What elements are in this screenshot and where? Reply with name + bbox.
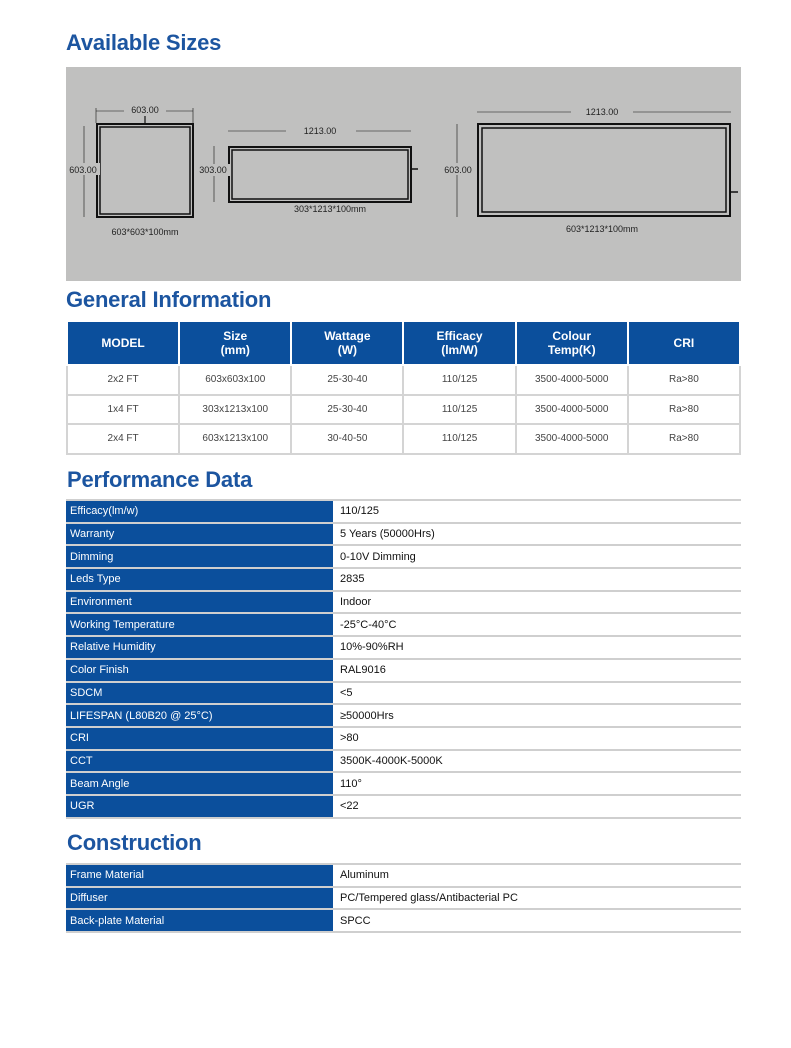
spec-row — [66, 523, 741, 546]
header-line: (mm) — [220, 343, 250, 357]
spec-label: Color Finish — [66, 659, 333, 682]
spec-value: 2835 — [333, 568, 741, 591]
spec-row — [66, 545, 741, 568]
section-title-construction: Construction — [67, 830, 202, 855]
caption: 303*1213*100mm — [293, 204, 367, 214]
caption: 603*603*100mm — [111, 227, 179, 237]
spec-label: Diffuser — [66, 887, 333, 910]
header-line: Temp(K) — [547, 343, 596, 357]
spec-label: Frame Material — [66, 864, 333, 887]
drawing-2x2 — [66, 105, 193, 237]
column-header — [67, 322, 179, 365]
table-cell: 3500-4000-5000 — [516, 424, 628, 454]
table-cell: Ra>80 — [628, 395, 740, 425]
spec-row — [66, 659, 741, 682]
performance-table — [66, 499, 741, 819]
spec-value: Aluminum — [333, 864, 741, 887]
table-cell: 110/125 — [403, 395, 515, 425]
table-cell: Ra>80 — [628, 365, 740, 395]
column-header — [628, 322, 740, 365]
spec-row — [66, 613, 741, 636]
spec-value: SPCC — [333, 909, 741, 932]
spec-value: RAL9016 — [333, 659, 741, 682]
header-line: Colour — [552, 329, 592, 343]
spec-row — [66, 887, 741, 910]
spec-value: <5 — [333, 682, 741, 705]
spec-value: 110° — [333, 772, 741, 795]
spec-row — [66, 795, 741, 818]
svg-text:603.00: 603.00 — [444, 165, 472, 175]
spec-value: 110/125 — [333, 500, 741, 523]
general-info-table — [66, 322, 741, 455]
spec-row — [66, 591, 741, 614]
table-cell: Ra>80 — [628, 424, 740, 454]
spec-value: 0-10V Dimming — [333, 545, 741, 568]
spec-row — [66, 909, 741, 932]
table-row — [67, 424, 740, 454]
spec-value: 3500K-4000K-5000K — [333, 750, 741, 773]
spec-label: Working Temperature — [66, 613, 333, 636]
table-cell: 110/125 — [403, 424, 515, 454]
sizes-drawing-panel — [66, 67, 741, 281]
header-line: CRI — [673, 336, 695, 350]
table-cell: 603x1213x100 — [179, 424, 291, 454]
spec-row — [66, 682, 741, 705]
column-header — [291, 322, 403, 365]
spec-value: -25°C-40°C — [333, 613, 741, 636]
header-line: (W) — [337, 343, 358, 357]
table-cell: 110/125 — [403, 365, 515, 395]
section-title-available-sizes: Available Sizes — [66, 30, 222, 55]
spec-row — [66, 750, 741, 773]
svg-text:603.00: 603.00 — [69, 165, 97, 175]
section-title-general-information: General Information — [66, 287, 272, 312]
column-header — [179, 322, 291, 365]
spec-label: CCT — [66, 750, 333, 773]
spec-label: Back-plate Material — [66, 909, 333, 932]
spec-row — [66, 704, 741, 727]
header-line: Wattage — [324, 329, 371, 343]
svg-text:1213.00: 1213.00 — [303, 126, 337, 136]
spec-row — [66, 500, 741, 523]
header-line: MODEL — [101, 336, 145, 350]
table-cell: 25-30-40 — [291, 365, 403, 395]
spec-label: SDCM — [66, 682, 333, 705]
spec-label: Environment — [66, 591, 333, 614]
spec-row — [66, 568, 741, 591]
spec-value: >80 — [333, 727, 741, 750]
column-header — [403, 322, 515, 365]
drawing-2x4 — [441, 105, 738, 234]
table-cell: 2x4 FT — [67, 424, 179, 454]
spec-row — [66, 727, 741, 750]
table-cell: 25-30-40 — [291, 395, 403, 425]
table-row — [67, 395, 740, 425]
column-header — [516, 322, 628, 365]
spec-value: ≥50000Hrs — [333, 704, 741, 727]
caption: 603*1213*100mm — [565, 224, 639, 234]
spec-label: Beam Angle — [66, 772, 333, 795]
table-cell: 303x1213x100 — [179, 395, 291, 425]
svg-text:303.00: 303.00 — [199, 165, 227, 175]
spec-value: 10%-90%RH — [333, 636, 741, 659]
table-cell: 2x2 FT — [67, 365, 179, 395]
header-line: Size — [223, 329, 248, 343]
spec-value: <22 — [333, 795, 741, 818]
spec-label: UGR — [66, 795, 333, 818]
spec-label: LIFESPAN (L80B20 @ 25°C) — [66, 704, 333, 727]
spec-row — [66, 772, 741, 795]
spec-row — [66, 864, 741, 887]
spec-label: Warranty — [66, 523, 333, 546]
table-cell: 603x603x100 — [179, 365, 291, 395]
spec-label: CRI — [66, 727, 333, 750]
construction-table — [66, 863, 741, 933]
spec-label: Leds Type — [66, 568, 333, 591]
spec-value: Indoor — [333, 591, 741, 614]
header-line: Efficacy — [436, 329, 483, 343]
spec-label: Dimming — [66, 545, 333, 568]
drawing-1x4 — [197, 125, 418, 214]
dim-width: 603.00 — [131, 105, 159, 115]
spec-label: Relative Humidity — [66, 636, 333, 659]
spec-value: 5 Years (50000Hrs) — [333, 523, 741, 546]
spec-value: PC/Tempered glass/Antibacterial PC — [333, 887, 741, 910]
spec-row — [66, 636, 741, 659]
section-title-performance-data: Performance Data — [67, 467, 253, 492]
svg-text:1213.00: 1213.00 — [585, 107, 619, 117]
table-cell: 3500-4000-5000 — [516, 365, 628, 395]
table-cell: 30-40-50 — [291, 424, 403, 454]
spec-label: Efficacy(lm/w) — [66, 500, 333, 523]
table-cell: 3500-4000-5000 — [516, 395, 628, 425]
header-line: (lm/W) — [441, 343, 478, 357]
table-cell: 1x4 FT — [67, 395, 179, 425]
table-row — [67, 365, 740, 395]
